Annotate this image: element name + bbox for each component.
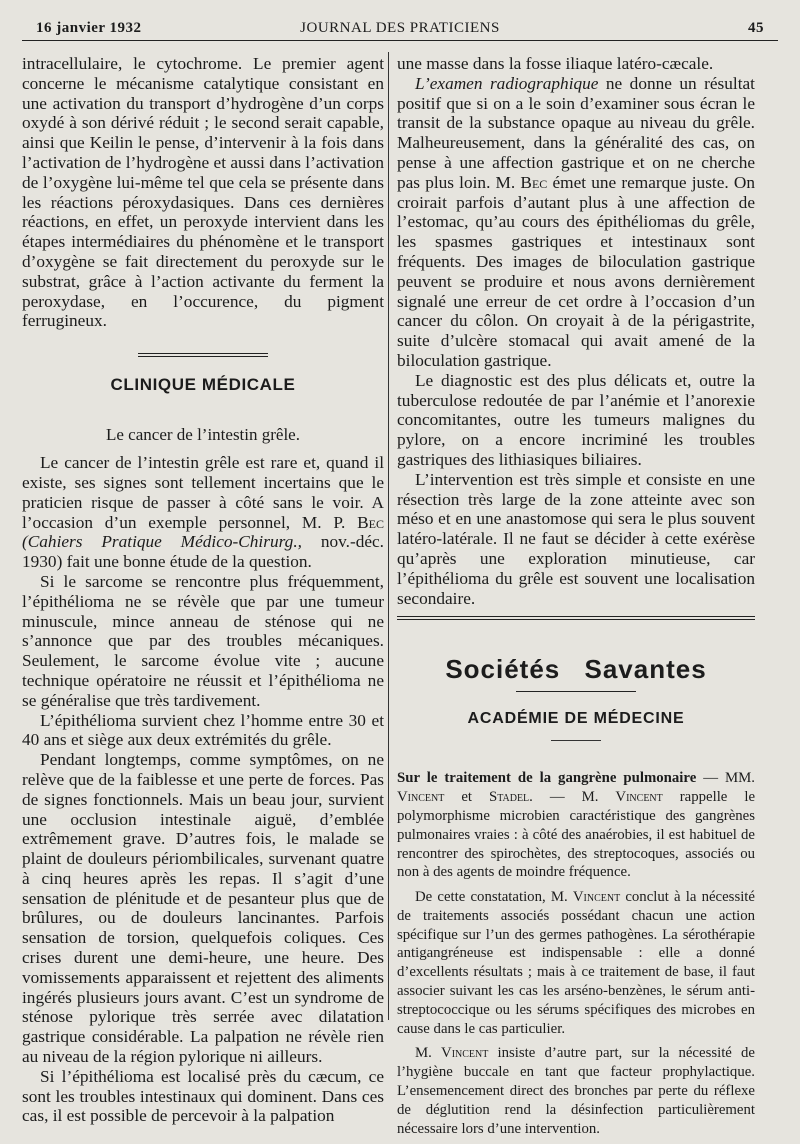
article-title: Le cancer de l’intestin grêle. <box>106 425 300 445</box>
text: Le cancer de l’intestin grêle est rare et, quand il existe, ses signes sont tellement incertains que le praticien risque de passer à côté sans le voir. A l’occasion d’un exemple personnel, M. P. <box>22 453 384 532</box>
citation: (Cahiers Pratique Médico-Chirurg., <box>22 532 302 552</box>
column-separator <box>388 52 389 1020</box>
journal-title: JOURNAL DES PRATICIENS <box>300 20 500 36</box>
emphasis: L’examen radiographique <box>415 73 599 93</box>
paragraph: Le diagnostic est des plus délicats et, outre la tuberculose redoutée de par l’anémie et l’anorexie concomitantes, outre les tumeurs malignes du pylore, on a encore incriminé les troubles gastriques des lithiasiques biliaires. <box>397 370 755 469</box>
text: émet une remarque juste. On croirait parfois d’autant plus à une affection de l’estomac, qu’au cours des épithéliomas du grêle, les spasmes gastriques et intestinaux sont fréquents. Des images de biloculation gastrique peuvent se produire et nous avons dernièrement signalé une erreur de cet ordre à l’occasion d’un cancer du côlon. On croyait à de la périgastrite, suite d’ulcère stomacal qui avait amené de la biloculation gastrique. <box>397 172 756 370</box>
author-name: Bec <box>357 512 384 532</box>
paragraph: Si le sarcome se rencontre plus fréquemment, l’épithélioma ne se révèle que par une tumeur minuscule, mince anneau de sténose qui ne s’annonce que par des troubles mécaniques. Seulement, le sarcome évolue vite ; aucune technique opératoire ne réussit et l’épithélioma ne se généralise que très tardivement. <box>22 571 384 710</box>
section-divider <box>138 353 268 357</box>
text: M. <box>415 1045 442 1062</box>
subsection-title: ACADÉMIE DE MÉDECINE <box>467 710 685 728</box>
article-end-rule <box>397 616 755 620</box>
page-number: 45 <box>748 20 764 36</box>
author-name: Vincent <box>572 889 621 906</box>
left-column <box>22 54 384 1126</box>
paragraph <box>22 453 384 572</box>
author-name: Vincent <box>397 789 445 806</box>
paragraph: Pendant longtemps, comme symptômes, on ne relève que de la faiblesse et une perte de forces. Pas de signes fonctionnels. Mais un beau jour, survient une occlusion intestinale aiguë, d’emblée extrêmement grave. D’autres fois, le malade se plaint de douleurs périombilicales, survenant quatre à cinq heures après les repas. Il s’agit d’une sensation de plénitude et de pesanteur plus que de brûlures, ou de douleurs lancinantes. Parfois sensation de torsion, quelquefois coliques. Ces crises durent une demi-heure, une heure. Des vomissements apparaissent et rejettent des aliments ingérés plusieurs jours avant. C’est un syndrome de sténose pylorique très serrée avec dilatation gastrique considérable. La palpation ne révèle rien au niveau de la région pylorique ni ailleurs. <box>22 750 384 1067</box>
text: insiste d’autre part, sur la nécessité de l’hygiène buccale en tant que facteur prophylactique. L’ensemencement direct des bronches par perte du réflexe de déglutition rend la désinfection particulièrement nécessaire lors d’une intervention. <box>397 1045 755 1137</box>
paragraph: L’épithélioma survient chez l’homme entre 30 et 40 ans et siège aux deux extrémités du grêle. <box>22 710 384 750</box>
text: et <box>444 789 489 806</box>
section-title: CLINIQUE MÉDICALE <box>110 375 296 395</box>
text: . — M. <box>529 789 616 806</box>
text: rappelle le polymorphisme microbien caractéristique des gangrènes pulmonaires vraies : à côté des anaérobies, il est habituel de rencontrer des spirochètes, des streptocoques, associés ou non à des agents de moindre fréquence. <box>397 789 756 881</box>
text: ne donne un résultat positif que si on a le soin d’examiner sous écran le transit de la substance opaque au niveau du grêle. Malheureusement, dans la généralité des cas, on pense à une affection gastrique et on ne cherche pas plus loin. M. <box>397 73 755 192</box>
section-rule <box>516 691 636 692</box>
subsection-rule <box>551 740 601 741</box>
text: nov.-déc. 1930) fait une bonne étude de la question. <box>22 532 385 572</box>
author-name: Vincent <box>441 1045 489 1062</box>
author-name: Stadel <box>488 789 530 806</box>
report-title: Sur le traitement de la gangrène pulmonaire <box>397 770 697 787</box>
author-name: Bec <box>520 172 548 192</box>
paragraph <box>397 74 755 371</box>
paragraph <box>397 769 755 882</box>
paragraph: une masse dans la fosse iliaque latéro-cæcale. <box>397 54 714 73</box>
paragraph: Si l’épithélioma est localisé près du cæcum, ce sont les troubles intestinaux qui dominent. Dans ces cas, il est possible de percevoir à la palpation <box>22 1066 384 1126</box>
paragraph <box>397 1044 755 1138</box>
header-rule <box>22 40 778 41</box>
running-header <box>22 16 778 40</box>
text: — MM. <box>696 770 755 787</box>
section-title-societes: Sociétés Savantes <box>445 654 707 685</box>
author-name: Vincent <box>615 789 663 806</box>
right-column <box>397 54 755 1144</box>
text: conclut à la nécessité de traitements associés possédant chacun une action spécifique sur l’un des germes pathogènes. La sérothérapie antigangréneuse est indispensable : elle a donné d’excellents résultats ; mais à ce traitement de base, il faut associer suivant les cas les arséno-benzènes, le sérum anti-streptococcique ou les sérums spécifiques des microbes en cause dans le cas particulier. <box>397 889 755 1037</box>
paragraph: intracellulaire, le cytochrome. Le premier agent concerne le mécanisme catalytique consistant en une activation du transport d’hydrogène d’un corps oxydé à son dérivé réduit ; le second serait capable, ainsi que Keilin le pense, d’intervenir à la fois dans l’activation de l’hydrogène et aussi dans l’activation de l’oxygène lui-même tel que cela se présente dans les réactions péroxydasiques. Dans ces dernières réactions, en effet, un peroxyde intervient dans les étapes intermédiaires du phénomène et le transport d’oxygène se fait directement du peroxyde sur le substrat, grâce à l’action activante du ferment la peroxydase, en l’occurence, du pigment ferrugineux. <box>22 54 384 331</box>
text: De cette constatation, M. <box>415 889 573 906</box>
issue-date: 16 janvier 1932 <box>36 20 142 36</box>
paragraph: L’intervention est très simple et consiste en une résection très large de la zone atteinte avec son méso et en une anastomose qui sera le plus souvent latéro-latérale. Il ne faut se décider à cette exérèse qu’après une exploration minutieuse, car l’épithélioma du grêle est souvent une localisation secondaire. <box>397 469 755 608</box>
paragraph <box>397 888 755 1038</box>
